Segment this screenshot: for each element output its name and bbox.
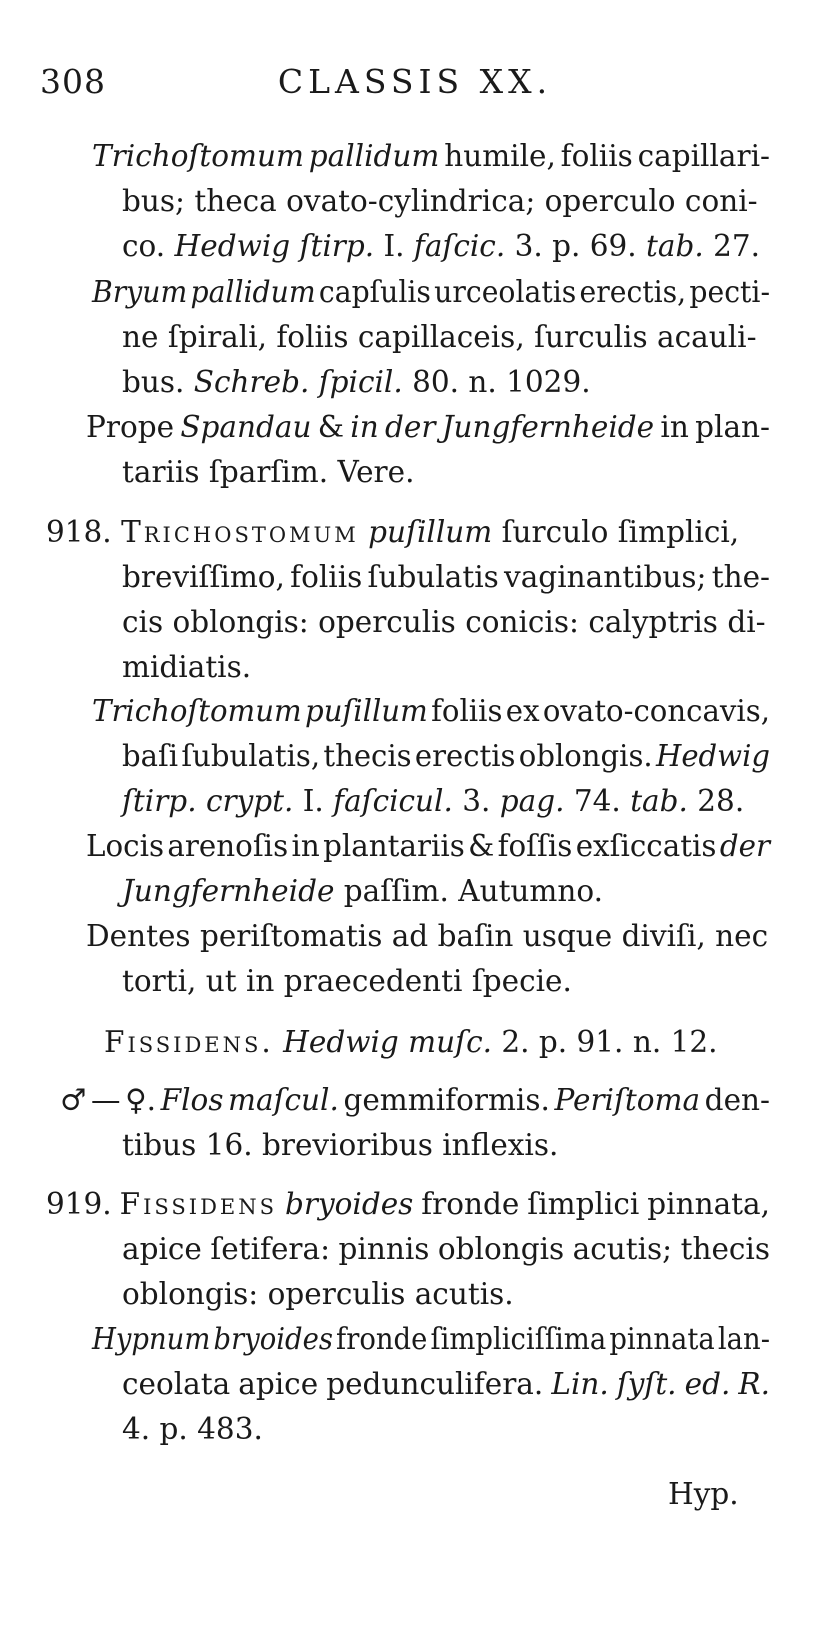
text-line <box>86 407 770 447</box>
text-line <box>122 961 572 1001</box>
text-run: I. <box>293 784 334 818</box>
italic-run: puſillum <box>368 515 493 549</box>
text-run: foliis ex ovato-concavis, <box>427 694 770 728</box>
text-run <box>359 515 368 549</box>
text-line <box>60 1080 770 1120</box>
italic-run: Hedwig muſc. <box>283 1025 492 1059</box>
text-line <box>122 1125 558 1165</box>
text-run: tariis ſparſim. Vere. <box>122 455 415 489</box>
text-line <box>122 781 744 821</box>
italic-run: Schreb. ſpicil. <box>193 365 403 399</box>
italic-run: tab. <box>630 784 688 818</box>
italic-run: pag. <box>499 784 565 818</box>
italic-run: der <box>719 829 770 863</box>
text-line <box>46 1184 770 1224</box>
smallcaps-run: Trichostomum <box>121 515 359 549</box>
text-run: breviſſimo, foliis ſubulatis vaginantibus; the- <box>122 560 770 594</box>
text-line <box>122 1409 263 1449</box>
text-run: fronde ſimpliciſſima pinnata lan- <box>332 1322 770 1356</box>
text-line <box>122 317 757 357</box>
text-run: I. <box>374 229 414 263</box>
text-run: ceolata apice pedunculifera. <box>122 1367 552 1401</box>
text-run: bus; theca ovato-cylindrica; operculo coni- <box>122 184 758 218</box>
text-run: ſurculo ſimplici, <box>492 515 740 549</box>
text-run: paſſim. Autumno. <box>334 874 604 908</box>
italic-run: Lin. ſyſt. ed. R. <box>551 1367 770 1401</box>
text-line <box>122 362 591 402</box>
text-run: baſi ſubulatis, thecis erectis oblongis. <box>122 739 656 773</box>
text-run: tibus 16. brevioribus inflexis. <box>122 1128 559 1162</box>
text-run: 80. n. 1029. <box>402 365 591 399</box>
text-run: 27. <box>703 229 761 263</box>
italic-run: Periſtoma <box>554 1083 701 1117</box>
text-line <box>122 1229 770 1269</box>
text-run: ♂ — ♀. <box>60 1083 161 1117</box>
italic-run: Flos maſcul. <box>160 1083 339 1117</box>
text-run <box>277 1187 285 1221</box>
text-run: fronde ſimplici pinnata, <box>413 1187 770 1221</box>
italic-run: Hedwig <box>655 739 770 773</box>
text-run: ne ſpirali, foliis capillaceis, ſurculis acauli- <box>122 320 757 354</box>
italic-run: Hypnum bryoides <box>92 1322 333 1356</box>
text-run: 3. p. 69. <box>505 229 647 263</box>
italic-run: Trichoſtomum puſillum <box>92 694 428 728</box>
text-run: den- <box>700 1083 770 1117</box>
text-line <box>122 557 770 597</box>
italic-run: faſcicul. <box>333 784 453 818</box>
text-line <box>122 1364 770 1404</box>
text-run: 74. <box>564 784 631 818</box>
text-line <box>122 871 603 911</box>
text-run: midiatis. <box>122 650 252 684</box>
italic-run: bryoides <box>284 1187 414 1221</box>
text-run: 4. p. 483. <box>122 1412 263 1446</box>
text-run: in plan- <box>654 410 770 444</box>
text-line <box>86 916 768 956</box>
text-run: cis oblongis: operculis conicis: calyptris di- <box>122 605 766 639</box>
italic-run: in der Jungfernheide <box>350 410 655 444</box>
text-line <box>92 1319 770 1359</box>
text-run <box>274 1025 283 1059</box>
text-run: 2. p. 91. n. 12. <box>491 1025 718 1059</box>
italic-run: faſcic. <box>413 229 506 263</box>
text-line <box>122 602 766 642</box>
text-line <box>104 1022 717 1062</box>
italic-run: Hedwig ſtirp. <box>174 229 375 263</box>
running-title: CLASSIS XX. <box>277 62 553 101</box>
text-run: Dentes periſtomatis ad baſin usque diviſi, nec <box>86 919 769 953</box>
text-line <box>92 691 770 731</box>
text-line <box>122 736 770 776</box>
text-run: capſulis urceolatis erectis, pecti- <box>315 275 770 309</box>
italic-run: tab. <box>646 229 704 263</box>
text-line <box>122 452 415 492</box>
text-line <box>122 226 760 266</box>
text-line <box>122 1274 514 1314</box>
italic-run: Bryum pallidum <box>92 275 316 309</box>
page-number: 308 <box>40 62 106 101</box>
italic-run: Trichoſtomum pallidum <box>92 139 440 173</box>
running-header <box>40 62 790 112</box>
text-run: 919. <box>46 1187 120 1221</box>
text-run: co. <box>122 229 175 263</box>
text-line <box>92 272 770 312</box>
text-line <box>92 136 770 176</box>
italic-run: Jungfernheide <box>122 874 335 908</box>
text-run: torti, ut in praecedenti ſpecie. <box>122 964 572 998</box>
text-run: bus. <box>122 365 194 399</box>
smallcaps-run: Fissidens. <box>104 1025 274 1059</box>
text-run: 918. <box>46 515 122 549</box>
text-line <box>46 512 739 552</box>
text-run: 28. <box>687 784 745 818</box>
catchword: Hyp. <box>668 1477 739 1511</box>
italic-run: Spandau <box>180 410 312 444</box>
text-run: 3. <box>452 784 500 818</box>
text-run: Locis arenoſis in plantariis & foſſis exſiccatis <box>86 829 720 863</box>
text-run: apice ſetifera: pinnis oblongis acutis; thecis <box>122 1232 770 1266</box>
text-run: oblongis: operculis acutis. <box>122 1277 514 1311</box>
text-run: & <box>311 410 351 444</box>
text-line <box>122 647 251 687</box>
text-line <box>86 826 770 866</box>
text-run: gemmiformis. <box>338 1083 555 1117</box>
text-run: humile, foliis capillari- <box>439 139 770 173</box>
text-line <box>122 181 758 221</box>
italic-run: ſtirp. crypt. <box>122 784 294 818</box>
smallcaps-run: Fissidens <box>119 1187 278 1221</box>
text-run: Prope <box>86 410 181 444</box>
